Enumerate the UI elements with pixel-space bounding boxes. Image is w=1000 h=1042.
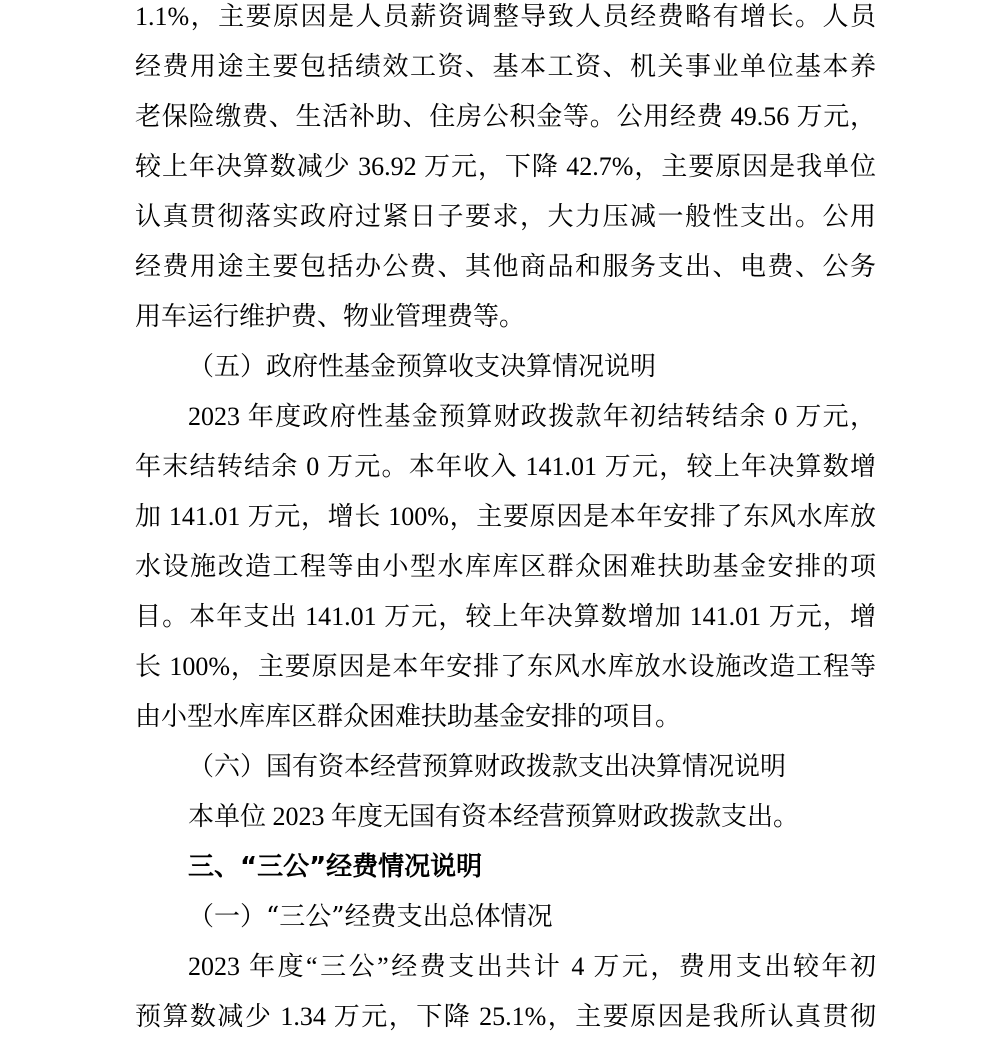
body-line: 老保险缴费、生活补助、住房公积金等。公用经费 49.56 万元， — [135, 102, 876, 131]
body-line: 2023 年度“三公”经费支出共计 4 万元，费用支出较年初 — [188, 952, 876, 981]
body-line: 年末结转结余 0 万元。本年收入 141.01 万元，较上年决算数增 — [135, 452, 876, 481]
section-heading-government-fund: （五）政府性基金预算收支决算情况说明 — [188, 352, 657, 382]
body-line: 长 100%，主要原因是本年安排了东风水库放水设施改造工程等 — [135, 652, 876, 681]
paragraph-overall-expenses — [135, 942, 876, 1042]
body-line: 本单位 2023 年度无国有资本经营预算财政拨款支出。 — [188, 802, 800, 831]
part-heading-three-public-expenses: 三、“三公”经费情况说明 — [188, 852, 483, 882]
body-line: 1.1%，主要原因是人员薪资调整导致人员经费略有增长。人员 — [135, 2, 876, 31]
body-line: 加 141.01 万元，增长 100%，主要原因是本年安排了东风水库放 — [135, 502, 876, 531]
paragraph-state-capital — [135, 792, 876, 842]
body-line: 预算数减少 1.34 万元，下降 25.1%，主要原因是我所认真贯彻 — [135, 1002, 876, 1031]
body-line: 用车运行维护费、物业管理费等。 — [135, 302, 526, 331]
document-page — [135, 0, 876, 1042]
body-line: 由小型水库库区群众困难扶助基金安排的项目。 — [135, 702, 682, 731]
body-line: 经费用途主要包括办公费、其他商品和服务支出、电费、公务 — [135, 252, 876, 281]
body-line: 水设施改造工程等由小型水库库区群众困难扶助基金安排的项 — [135, 552, 876, 581]
body-line: 目。本年支出 141.01 万元，较上年决算数增加 141.01 万元，增 — [135, 602, 876, 631]
paragraph-government-fund — [135, 392, 876, 742]
section-heading-state-capital: （六）国有资本经营预算财政拨款支出决算情况说明 — [188, 752, 787, 782]
paragraph-personnel-and-public-expenses — [135, 0, 876, 342]
body-line: 经费用途主要包括绩效工资、基本工资、机关事业单位基本养 — [135, 52, 876, 81]
subsection-heading-overall-expenses: （一）“三公”经费支出总体情况 — [188, 902, 553, 932]
body-line: 2023 年度政府性基金预算财政拨款年初结转结余 0 万元， — [188, 402, 876, 431]
body-line: 认真贯彻落实政府过紧日子要求，大力压减一般性支出。公用 — [135, 202, 876, 231]
body-line: 较上年决算数减少 36.92 万元，下降 42.7%，主要原因是我单位 — [135, 152, 876, 181]
